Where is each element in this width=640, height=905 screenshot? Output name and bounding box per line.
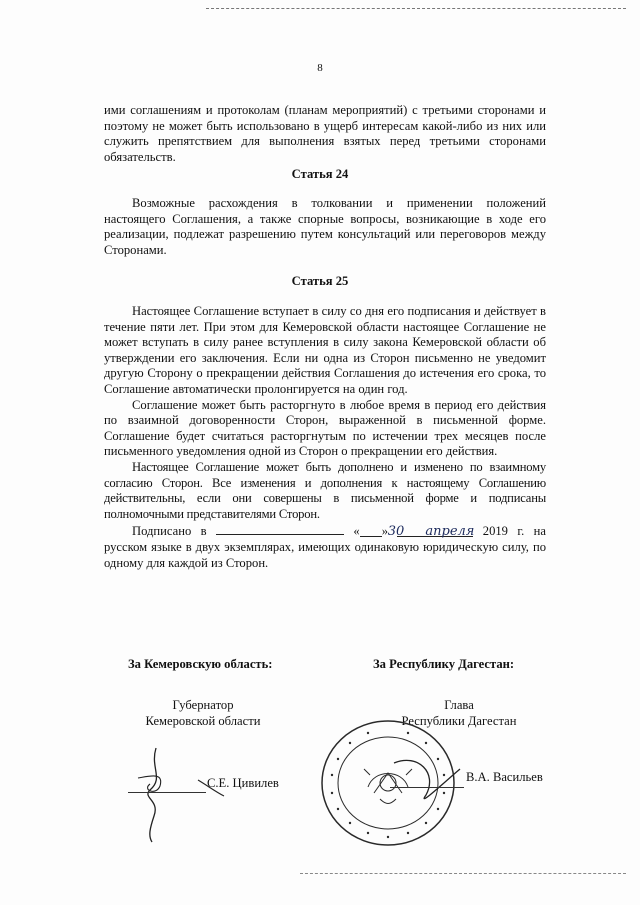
signature-right-title-line2: Республики Дагестан: [401, 714, 517, 728]
signed-year: 2019 г. на: [482, 524, 546, 539]
signed-rest: русском языке в двух экземплярах, имеющих одинаковую юридическую силу, по одному для каждой из Сторон.: [104, 539, 546, 570]
signature-right-title-line1: Глава: [444, 698, 474, 712]
article-25-paragraph-2: Соглашение может быть расторгнуто в любое время в период его действия по взаимной договоренности Сторон, выраженной в письменной форме. Соглашение будет считаться расторгнутым по истечении трех месяцев после письменного уведомления одной из Сторон о прекращении его действия.: [104, 397, 546, 459]
signed-day-handwritten: 30: [360, 524, 382, 537]
signing-date-paragraph: [104, 522, 546, 571]
article-24-body: [104, 196, 546, 258]
signature-right-line: [390, 787, 464, 788]
article-25-title: Статья 25: [291, 274, 349, 288]
signature-left-scrawl: [120, 738, 230, 848]
signature-right-name: В.А. Васильев: [466, 770, 543, 784]
continuation-paragraph-block: [104, 103, 546, 165]
article-24-paragraph: Возможные расхождения в толковании и применении положений настоящего Соглашения, а также спорные вопросы, возникающие в ходе его реализации, подлежат разрешению путем консультаций или переговоров между Сторонами.: [104, 196, 546, 257]
signature-right-heading: За Республику Дагестан:: [373, 657, 515, 671]
date-quote-open: «: [353, 524, 360, 539]
article-25-body: [104, 304, 546, 571]
page-number: 8: [317, 62, 323, 74]
article-24-title: Статья 24: [291, 167, 349, 181]
continuation-paragraph: ими соглашениям и протоколам (планам мероприятий) с третьими сторонами и поэтому не может быть использовано в ущерб интересам какой-либо из них или служить препятствием для выполнения взятых перед третьими сторонами обязательств.: [104, 103, 546, 164]
signature-left-title: [118, 697, 288, 729]
article-25-paragraph-3: Настоящее Соглашение может быть дополнено и изменено по взаимному согласию Сторон. Все изменения и дополнения к настоящему Соглашению действительны, если они совершены в письменной форме и подписаны полномочными представителями Сторон.: [104, 459, 546, 521]
signature-left-line: [128, 792, 206, 793]
signed-prefix: Подписано в: [132, 524, 207, 539]
signature-left-name: С.Е. Цивилев: [207, 776, 279, 790]
signature-left-heading: За Кемеровскую область:: [128, 657, 273, 671]
signature-left-title-line2: Кемеровской области: [145, 714, 261, 728]
scan-bottom-edge-line: [300, 873, 626, 874]
signed-month-handwritten: апреля: [397, 524, 473, 537]
date-quote-close: »: [381, 524, 388, 539]
official-seal-stamp: [308, 713, 468, 853]
signature-left-title-line1: Губернатор: [172, 698, 234, 712]
scan-top-edge-line: [206, 8, 626, 9]
place-blank-line: [216, 522, 344, 535]
article-25-paragraph-1: Настоящее Соглашение вступает в силу со дня его подписания и действует в течение пяти лет. При этом для Кемеровской области настоящее Соглашение не может вступать в силу ранее вступления в силу закона Кемеровской области об утверждении его заключения. Если ни одна из Сторон письменно не уведомит другую Сторону о прекращении действия Соглашения до истечения его срока, то Соглашение автоматически пролонгируется на один год.: [104, 304, 546, 396]
